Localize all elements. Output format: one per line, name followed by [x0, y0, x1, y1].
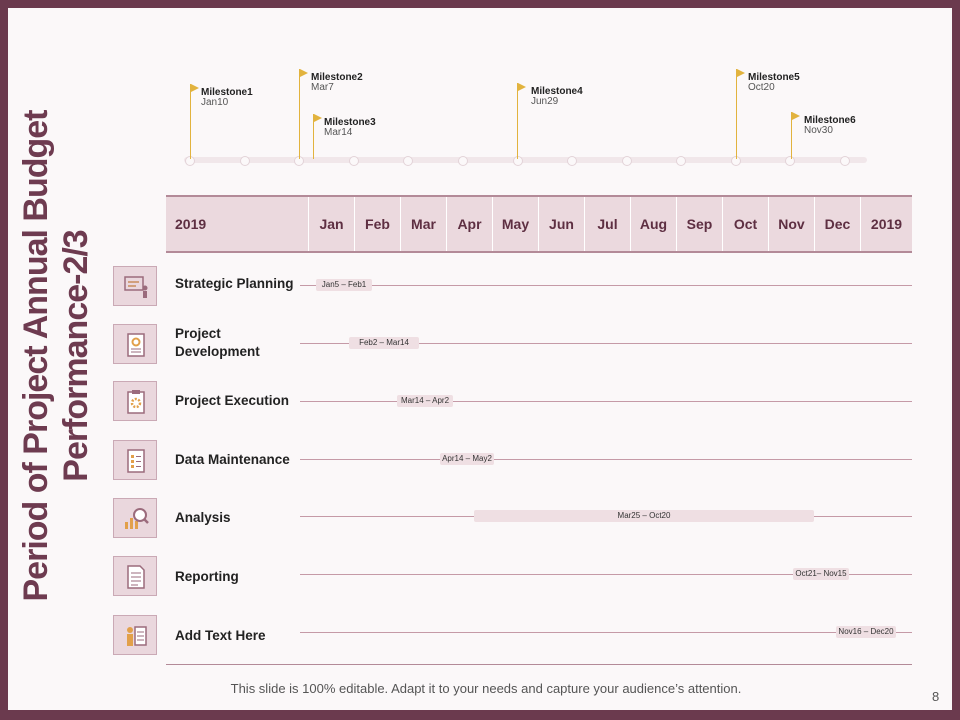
task-label: Data Maintenance: [175, 452, 290, 467]
title-line-2: Performance-2/3: [57, 230, 95, 482]
header-month: Aug: [630, 197, 676, 251]
timeline-dot: [513, 156, 523, 166]
timeline-dot: [840, 156, 850, 166]
header-month: May: [492, 197, 538, 251]
flag-icon: [300, 69, 308, 77]
slide-title: [16, 96, 96, 616]
task-label: Project Execution: [175, 393, 290, 408]
milestone-timeline: [184, 157, 867, 163]
timeline-dot: [458, 156, 468, 166]
timeline-dot: [567, 156, 577, 166]
checklist-icon: [113, 440, 157, 480]
timeline-dot: [403, 156, 413, 166]
date-range-pill: Apr14 – May2: [440, 453, 494, 465]
timeline-dot: [785, 156, 795, 166]
header-month: Jun: [538, 197, 584, 251]
title-line-1: Period of Project Annual Budget: [17, 110, 55, 602]
timeline-dot: [622, 156, 632, 166]
task-label: Strategic Planning: [175, 276, 294, 291]
timeline-dot: [676, 156, 686, 166]
flag-icon: [737, 69, 745, 77]
report-icon: [113, 556, 157, 596]
header-month: Feb: [354, 197, 400, 251]
flag-icon: [314, 114, 322, 122]
header-year-end: 2019: [860, 197, 912, 251]
date-range-bar: Mar25 – Oct20: [474, 510, 814, 522]
timeline-dot: [240, 156, 250, 166]
presentation-icon: [113, 266, 157, 306]
user-board-icon: [113, 615, 157, 655]
timeline-dot: [349, 156, 359, 166]
header-month: Dec: [814, 197, 860, 251]
header-month: Jan: [308, 197, 354, 251]
date-range-pill: Oct21– Nov15: [793, 568, 849, 580]
header-month: Oct: [722, 197, 768, 251]
date-range-pill: Feb2 – Mar14: [349, 337, 419, 349]
header-month: Nov: [768, 197, 814, 251]
task-label: Analysis: [175, 510, 231, 525]
table-bottom-rule: [166, 664, 912, 665]
header-month: Jul: [584, 197, 630, 251]
flag-icon: [518, 83, 526, 91]
date-range-pill: Mar14 – Apr2: [397, 395, 453, 407]
magnifier-chart-icon: [113, 498, 157, 538]
task-track: [300, 632, 912, 633]
date-range-pill: Jan5 – Feb1: [316, 279, 372, 291]
task-label: Add Text Here: [175, 628, 266, 643]
header-month: Mar: [400, 197, 446, 251]
task-label: Project Development: [175, 326, 260, 359]
clipboard-gear-icon: [113, 381, 157, 421]
page-number: 8: [932, 689, 940, 704]
document-gear-icon: [113, 324, 157, 364]
flag-icon: [792, 112, 800, 120]
flag-icon: [191, 84, 199, 92]
footer-note: This slide is 100% editable. Adapt it to your needs and capture your audience’s attention.: [230, 681, 742, 696]
date-range-pill: Nov16 – Dec20: [836, 626, 896, 638]
month-header: [166, 195, 912, 253]
header-month: Apr: [446, 197, 492, 251]
task-track: [300, 459, 912, 460]
task-label: Reporting: [175, 569, 239, 584]
task-track: [300, 401, 912, 402]
header-year-start: 2019: [175, 216, 207, 232]
task-track: [300, 285, 912, 286]
header-month: Sep: [676, 197, 722, 251]
